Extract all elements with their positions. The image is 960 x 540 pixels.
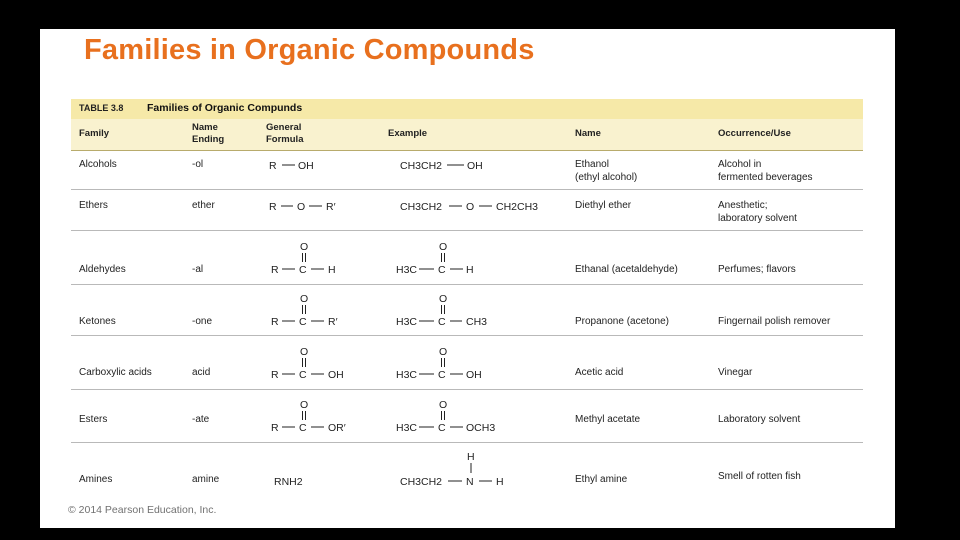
svg-text:O: O	[300, 346, 309, 358]
family-cell: Aldehydes	[79, 264, 126, 275]
formula-aldehyde-general	[271, 241, 336, 276]
header-name-ending: Name Ending	[192, 122, 225, 145]
name-cell: Propanone (acetone)	[575, 316, 669, 327]
header-occurrence: Occurrence/Use	[718, 128, 791, 139]
svg-text:O: O	[300, 241, 309, 253]
ending-cell: amine	[192, 474, 220, 485]
header-name: Name	[575, 128, 601, 139]
svg-text:C: C	[299, 369, 307, 381]
ending-cell: -ol	[192, 159, 204, 170]
svg-text:OCH3: OCH3	[466, 422, 496, 434]
svg-text:R: R	[271, 369, 279, 381]
svg-text:R′: R′	[328, 316, 338, 328]
formula-ether-example	[400, 201, 538, 213]
svg-text:H3C: H3C	[396, 264, 418, 276]
name-cell: Ethanol (ethyl alcohol)	[575, 159, 638, 183]
svg-text:H: H	[496, 476, 504, 488]
copyright-notice: © 2014 Pearson Education, Inc.	[68, 504, 217, 516]
svg-text:OH: OH	[298, 160, 314, 172]
svg-text:R: R	[269, 160, 277, 172]
table-number: TABLE 3.8	[79, 103, 124, 113]
svg-text:O: O	[300, 293, 309, 305]
family-cell: Amines	[79, 474, 113, 485]
family-cell: Alcohols	[79, 159, 117, 170]
svg-text:CH2CH3: CH2CH3	[496, 201, 539, 213]
svg-text:C: C	[299, 422, 307, 434]
formula-ester-example	[396, 399, 495, 434]
svg-text:C: C	[438, 422, 446, 434]
svg-text:OH: OH	[328, 369, 344, 381]
svg-text:O: O	[439, 241, 448, 253]
svg-text:H: H	[328, 264, 336, 276]
name-cell: Diethyl ether	[575, 200, 632, 211]
slide	[40, 29, 895, 528]
svg-text:OR′: OR′	[328, 422, 346, 434]
use-cell: Laboratory solvent	[718, 414, 801, 425]
svg-text:C: C	[438, 264, 446, 276]
svg-text:C: C	[299, 264, 307, 276]
svg-text:R: R	[271, 422, 279, 434]
svg-text:H3C: H3C	[396, 422, 418, 434]
formula-alcohol-general	[269, 160, 314, 172]
svg-text:C: C	[438, 316, 446, 328]
organic-families-table	[71, 99, 863, 524]
formula-acid-example	[396, 346, 482, 381]
svg-text:O: O	[439, 399, 448, 411]
formula-ketone-general	[271, 293, 338, 328]
slide-title: Families in Organic Compounds	[84, 34, 535, 66]
formula-aldehyde-example	[396, 241, 474, 276]
svg-text:O: O	[300, 399, 309, 411]
use-cell: Anesthetic; laboratory solvent	[718, 200, 797, 224]
header-family: Family	[79, 128, 110, 139]
use-cell: Alcohol in fermented beverages	[718, 159, 813, 183]
svg-text:R: R	[271, 264, 279, 276]
svg-text:O: O	[297, 201, 306, 213]
svg-text:CH3CH2: CH3CH2	[400, 160, 443, 172]
header-general-formula: General Formula	[266, 122, 304, 145]
table-caption: Families of Organic Compunds	[147, 102, 303, 114]
svg-text:H3C: H3C	[396, 316, 418, 328]
svg-text:OH: OH	[467, 160, 483, 172]
name-cell: Acetic acid	[575, 367, 624, 378]
svg-text:N: N	[466, 476, 474, 488]
ending-cell: ether	[192, 200, 215, 211]
formula-amine-general	[274, 476, 303, 488]
svg-text:C: C	[438, 369, 446, 381]
formula-ester-general	[271, 399, 346, 434]
svg-text:O: O	[439, 346, 448, 358]
name-cell: Ethyl amine	[575, 474, 628, 485]
formula-amine-example	[400, 451, 504, 488]
svg-text:H: H	[466, 264, 474, 276]
svg-text:C: C	[299, 316, 307, 328]
formula-ketone-example	[396, 293, 487, 328]
formula-ether-general	[269, 201, 336, 213]
structural-formulas	[71, 99, 863, 524]
svg-text:H3C: H3C	[396, 369, 418, 381]
name-cell: Methyl acetate	[575, 414, 641, 425]
use-cell: Smell of rotten fish	[718, 471, 801, 482]
use-cell: Perfumes; flavors	[718, 264, 796, 275]
svg-text:CH3CH2: CH3CH2	[400, 476, 443, 488]
svg-text:H: H	[467, 451, 475, 463]
formula-alcohol-example	[400, 160, 483, 172]
formula-acid-general	[271, 346, 344, 381]
svg-text:O: O	[439, 293, 448, 305]
ending-cell: -one	[192, 316, 213, 327]
svg-text:CH3CH2: CH3CH2	[400, 201, 443, 213]
ending-cell: acid	[192, 367, 211, 378]
name-cell: Ethanal (acetaldehyde)	[575, 264, 678, 275]
use-cell: Fingernail polish remover	[718, 316, 831, 327]
family-cell: Ethers	[79, 200, 108, 211]
ending-cell: -al	[192, 264, 204, 275]
family-cell: Carboxylic acids	[79, 367, 152, 378]
svg-text:OH: OH	[466, 369, 482, 381]
svg-text:RNH2: RNH2	[274, 476, 303, 488]
svg-text:O: O	[466, 201, 475, 213]
header-example: Example	[388, 128, 428, 139]
svg-text:R′: R′	[326, 201, 336, 213]
svg-text:R: R	[269, 201, 277, 213]
family-cell: Esters	[79, 414, 108, 425]
ending-cell: -ate	[192, 414, 210, 425]
family-cell: Ketones	[79, 316, 116, 327]
svg-text:CH3: CH3	[466, 316, 488, 328]
svg-text:R: R	[271, 316, 279, 328]
use-cell: Vinegar	[718, 367, 753, 378]
